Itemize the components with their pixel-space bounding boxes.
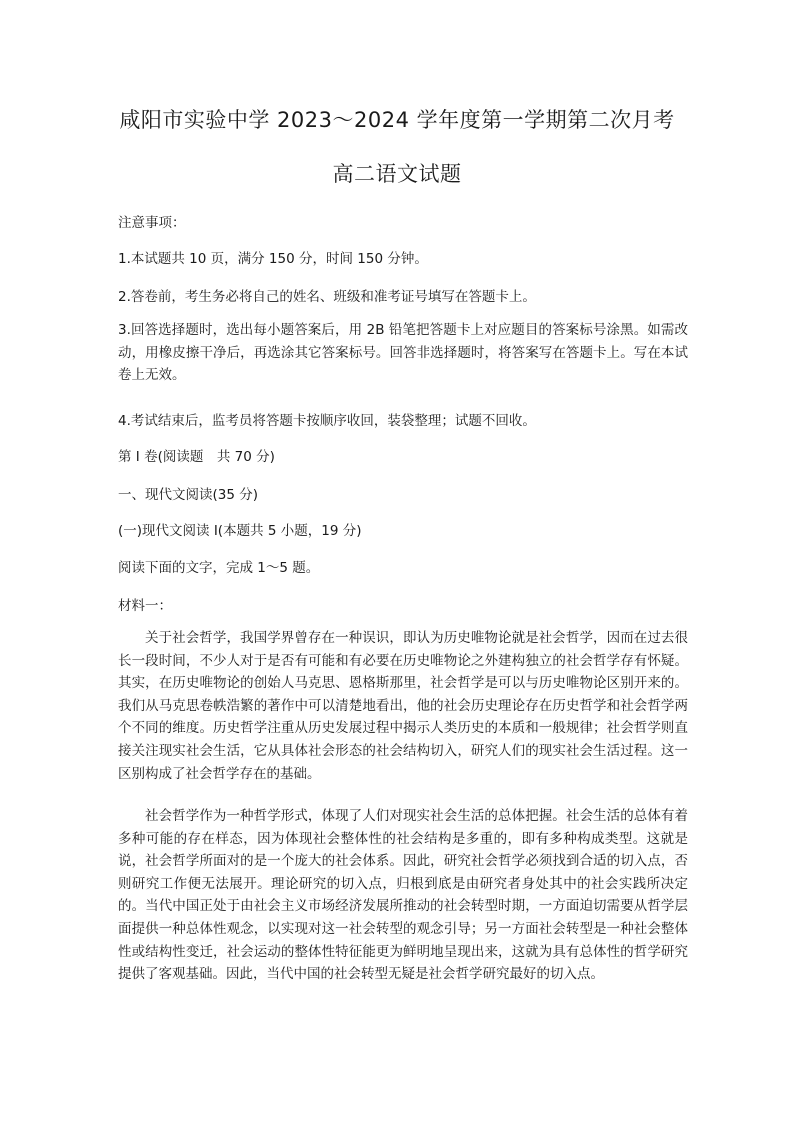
note-item-1: 1.本试题共 10 页，满分 150 分，时间 150 分钟。	[118, 251, 428, 267]
note-item-4: 4.考试结束后，监考员将答题卡按顺序收回，装袋整理；试题不回收。	[118, 413, 536, 429]
exam-subtitle: 高二语文试题	[332, 162, 462, 186]
reading-instruction: 阅读下面的文字，完成 1～5 题。	[118, 560, 320, 576]
note-item-2: 2.答卷前，考生务必将自己的姓名、班级和准考证号填写在答题卡上。	[118, 289, 536, 305]
notes-heading: 注意事项：	[118, 215, 186, 231]
part-heading: 第 I 卷(阅读题 共 70 分)	[118, 449, 275, 465]
subsection-heading: (一)现代文阅读 I(本题共 5 小题，19 分)	[118, 523, 362, 539]
section-heading: 一、现代文阅读(35 分)	[118, 487, 259, 503]
passage-paragraph-1: 关于社会哲学，我国学界曾存在一种误识，即认为历史唯物论就是社会哲学，因而在过去很长一段时间，不少人对于是否有可能和有必要在历史唯物论之外建构独立的社会哲学存有怀疑。其实，在历史唯物论的创始人马克思、恩格斯那里，社会哲学是可以与历史唯物论区别开来的。我们从马克思卷帙浩繁的著作中可以清楚地看出，他的社会历史理论存在历史哲学和社会哲学两个不同的维度。历史哲学注重从历史发展过程中揭示人类历史的本质和一般规律；社会哲学则直接关注现实社会生活，它从具体社会形态的社会结构切入，研究人们的现实社会生活过程。这一区别构成了社会哲学存在的基础。	[118, 630, 688, 782]
exam-title: 咸阳市实验中学 2023～2024 学年度第一学期第二次月考	[119, 108, 675, 132]
note-item-3: 3.回答选择题时，选出每小题答案后，用 2B 铅笔把答题卡上对应题目的答案标号涂黑。如需改动，用橡皮擦干净后，再选涂其它答案标号。回答非选择题时，将答案写在答题卡上。写在本试卷上无效。	[118, 322, 688, 384]
material-label: 材料一：	[118, 598, 172, 614]
passage-paragraph-2: 社会哲学作为一种哲学形式，体现了人们对现实社会生活的总体把握。社会生活的总体有着多种可能的存在样态，因为体现社会整体性的社会结构是多重的，即有多种构成类型。这就是说，社会哲学所面对的是一个庞大的社会体系。因此，研究社会哲学必须找到合适的切入点，否则研究工作便无法展开。理论研究的切入点，归根到底是由研究者身处其中的社会实践所决定的。当代中国正处于由社会主义市场经济发展所推动的社会转型时期，一方面迫切需要从哲学层面提供一种总体性观念，以实现对这一社会转型的观念引导；另一方面社会转型是一种社会整体性或结构性变迁，社会运动的整体性特征能更为鲜明地呈现出来，这就为具有总体性的哲学研究提供了客观基础。因此，当代中国的社会转型无疑是社会哲学研究最好的切入点。	[118, 808, 688, 983]
